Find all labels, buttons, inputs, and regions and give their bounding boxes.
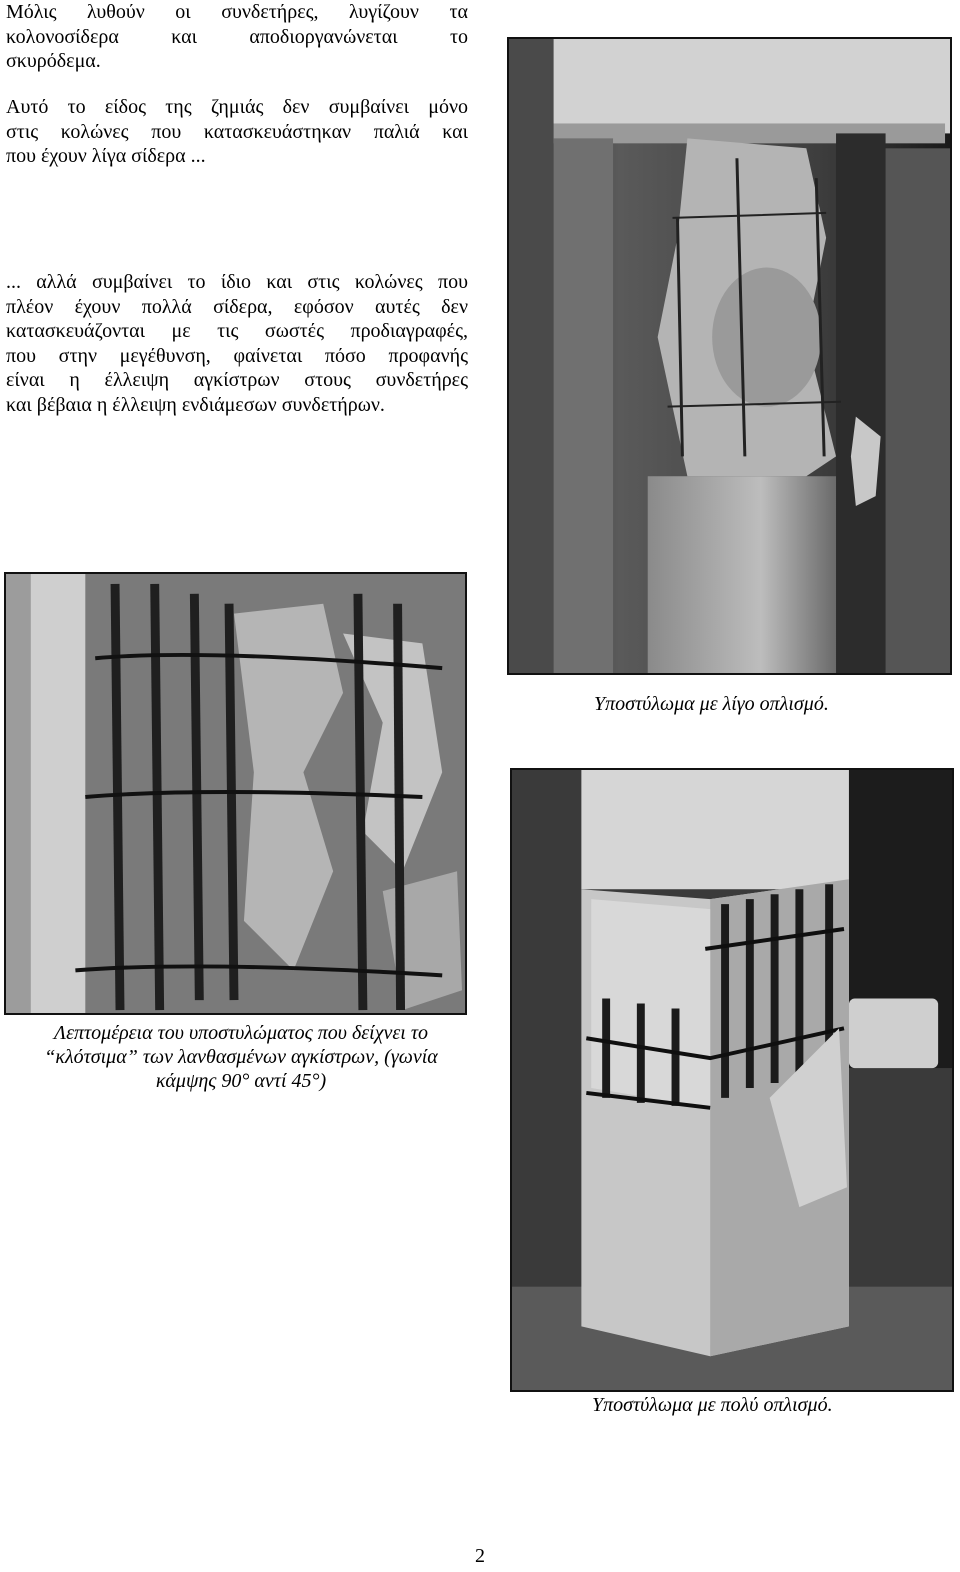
text-line: σκυρόδεμα. bbox=[6, 50, 101, 72]
caption-detail-line: “κλότσιμα” των λανθασμένων αγκίστρων, (γωνία bbox=[44, 1046, 438, 1068]
caption-detail bbox=[10, 1021, 472, 1093]
text-line: πλέον έχουν πολλά σίδερα, εφόσον αυτές δεν bbox=[6, 295, 468, 318]
caption-detail-line: κάμψης 90° αντί 45°) bbox=[155, 1070, 327, 1092]
text-line: κολονοσίδερα και αποδιοργανώνεται το bbox=[6, 25, 468, 48]
text-line: Αυτό το είδος της ζημιάς δεν συμβαίνει μόνο bbox=[6, 96, 468, 118]
photo-column-little-reinforcement bbox=[507, 37, 952, 675]
text-line: Μόλις λυθούν οι συνδετήρες, λυγίζουν τα bbox=[6, 1, 468, 23]
photo-rebar-detail-image bbox=[6, 574, 465, 1013]
text-line: που στην μεγέθυνση, φαίνεται πόσο προφανής bbox=[6, 344, 468, 367]
photo-column-heavy-reinforcement-image bbox=[512, 770, 952, 1390]
paragraph-2 bbox=[6, 95, 468, 169]
text-line: που έχουν λίγα σίδερα ... bbox=[6, 145, 206, 167]
caption-detail-line: Λεπτομέρεια του υποστυλώματος που δείχνει το bbox=[54, 1022, 428, 1044]
text-line: στις κολώνες που κατασκευάστηκαν παλιά και bbox=[6, 120, 468, 143]
photo-rebar-detail bbox=[4, 572, 467, 1015]
paragraph-3 bbox=[6, 270, 468, 417]
page-number: 2 bbox=[475, 1545, 485, 1567]
caption-little-reinforcement: Υποστύλωμα με λίγο οπλισμό. bbox=[594, 693, 829, 715]
photo-column-heavy-reinforcement bbox=[510, 768, 954, 1392]
text-line: είναι η έλλειψη αγκίστρων στους συνδετήρες bbox=[6, 369, 468, 391]
text-line: ... αλλά συμβαίνει το ίδιο και στις κολώνες που bbox=[6, 271, 468, 293]
text-line: κατασκευάζονται με τις σωστές προδιαγραφές, bbox=[6, 320, 468, 342]
paragraph-1 bbox=[6, 0, 468, 74]
caption-heavy-reinforcement: Υποστύλωμα με πολύ οπλισμό. bbox=[592, 1394, 833, 1416]
photo-column-little-reinforcement-image bbox=[509, 39, 950, 673]
text-line: και βέβαια η έλλειψη ενδιάμεσων συνδετήρων. bbox=[6, 393, 385, 416]
